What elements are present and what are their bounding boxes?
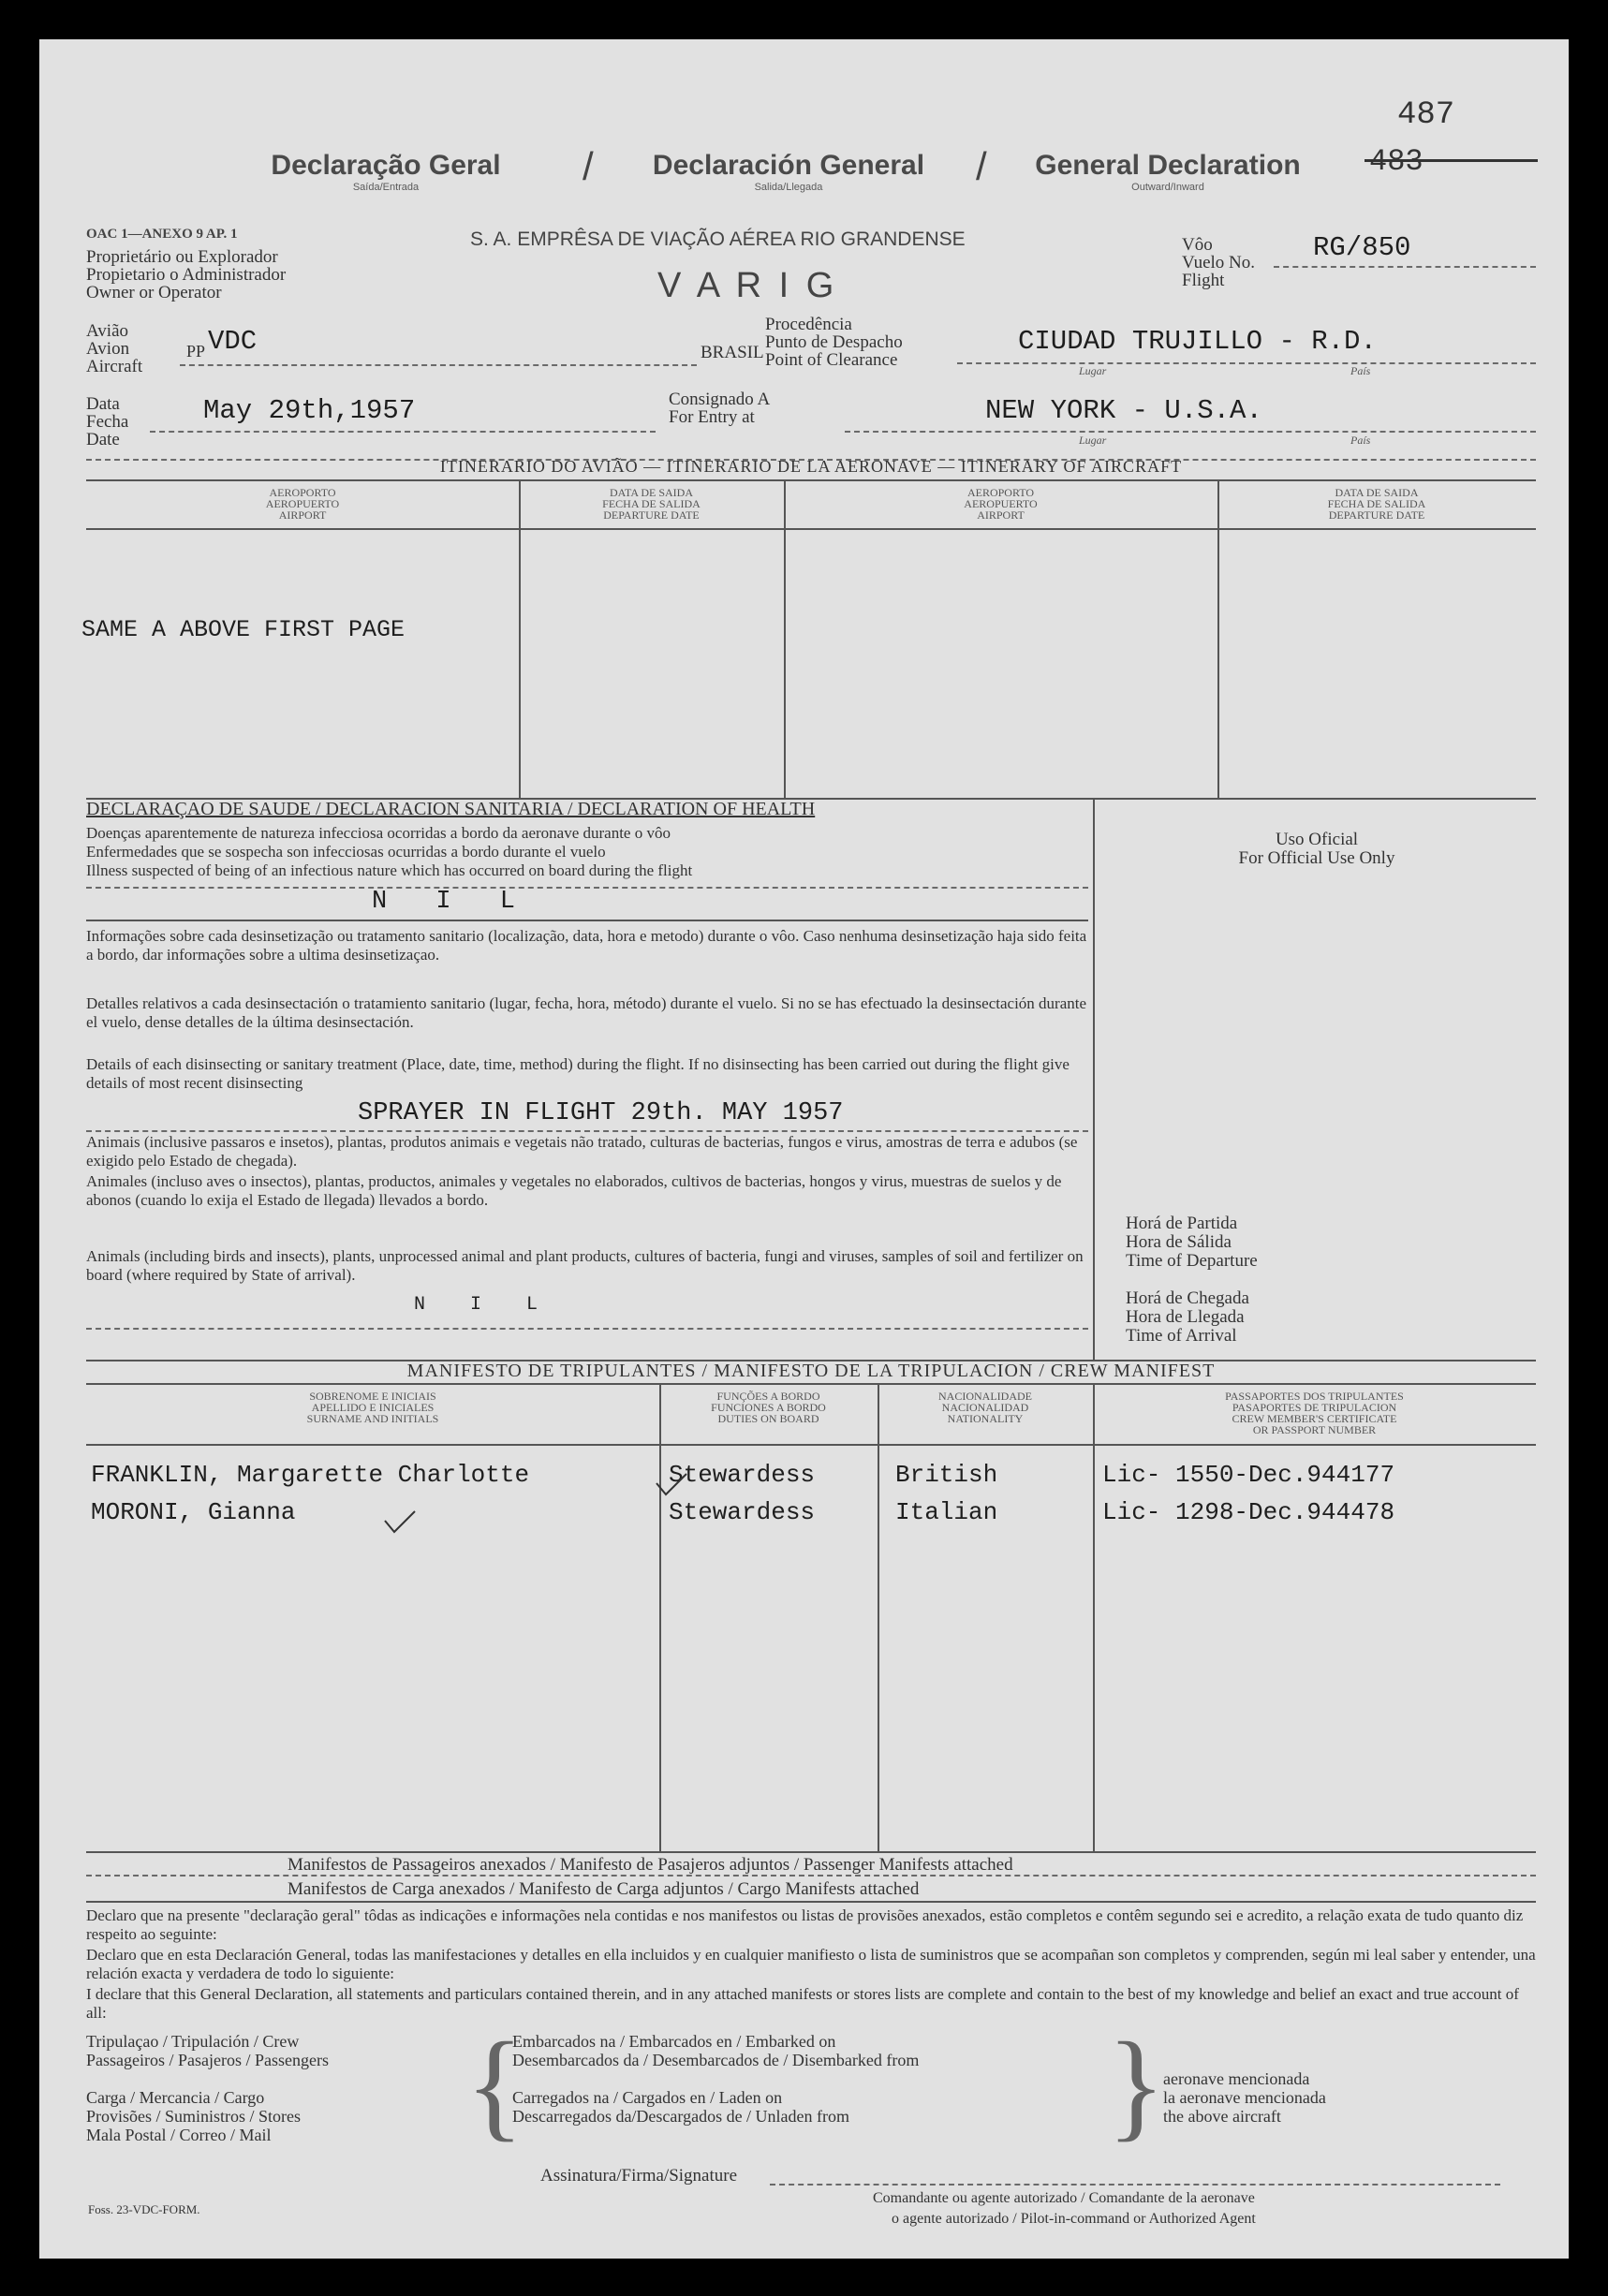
crew-header-line xyxy=(86,1383,1536,1385)
strike-line xyxy=(1365,159,1538,162)
signature-line xyxy=(770,2184,1500,2186)
illness-question: Doenças aparentemente de natureza infecciosa ocorridas a bordo da aeronave durante o vôo Enfermedades que se sospecha son infecciosas ocurridas a bordo durante el vuelo Illness suspected of being of an infectious nature which has occurred on board during the flight xyxy=(86,824,693,879)
itinerary-date-header: DATA DE SAIDA FECHA DE SALIDA DEPARTURE DATE xyxy=(602,486,701,522)
declaration-en: I declare that this General Declaration, all statements and particulars contained therein, and in any attached manifests or stores lists are complete and contain to the best of my knowledge and belief an exact and true account of all: xyxy=(86,1985,1519,2022)
illness-answer: N I L xyxy=(372,888,533,916)
owner-label: Proprietário ou Explorador Propietario o Administrador Owner or Operator xyxy=(86,247,287,302)
date-label: Data Fecha Date xyxy=(86,394,129,449)
itinerary-header-line xyxy=(86,479,1536,481)
form-code: Foss. 23-VDC-FORM. xyxy=(88,2202,200,2216)
disinsect-question-pt: Informações sobre cada desinsetização ou tratamento sanitario (localização, data, hora e metodo) durante o vôo. Caso nenhuma desinsetização haja sido feita a bordo, dar informações sobre a ultima desinsetizaçao. xyxy=(86,927,1087,964)
disinsect-question-en: Details of each disinsecting or sanitary treatment (Place, date, time, method) during the flight. If no disinsecting has been carried out during the flight give details of most recent disinsecting xyxy=(86,1055,1070,1092)
crew-title: MANIFESTO DE TRIPULANTES / MANIFESTO DE LA TRIPULACION / CREW MANIFEST xyxy=(406,1361,1216,1381)
aircraft-prefix: PP xyxy=(186,342,206,361)
crew-nationality: Italian xyxy=(895,1498,998,1526)
manifest-line xyxy=(86,1875,1536,1877)
brand-name: V A R I G xyxy=(657,266,838,305)
itinerary-entry: SAME A ABOVE FIRST PAGE xyxy=(81,616,406,643)
consigned-label: Consignado A For Entry at xyxy=(669,390,771,427)
passenger-manifest-line: Manifestos de Passageiros anexados / Manifesto de Pasajeros adjuntos / Passenger Manifests attached xyxy=(288,1855,1013,1875)
declaration-actions: Embarcados na / Embarcados en / Embarked on Desembarcados da / Desembarcados de / Disembarked from Carregados na / Cargados en / Laden on Descarregados da/Descargados de / Unladen from xyxy=(512,2032,920,2126)
crew-nationality-header: NACIONALIDADE NACIONALIDAD NATIONALITY xyxy=(938,1390,1032,1425)
declaration-aircraft: aeronave mencionada la aeronave mencionada the above aircraft xyxy=(1163,2069,1326,2126)
crew-duty-header: FUNÇÕES A BORDO FUNCIONES A BORDO DUTIES ON BOARD xyxy=(711,1390,826,1425)
crew-col-divider xyxy=(878,1383,879,1851)
disinsect-answer: SPRAYER IN FLIGHT 29th. MAY 1957 xyxy=(358,1099,844,1127)
crew-subheader-line xyxy=(86,1444,1536,1446)
crew-duty: Stewardess xyxy=(669,1498,816,1526)
animals-question-es: Animales (incluso aves o insectos), plantas, productos, animales y vegetales no elaborados, cultivos de bacterias, hongos y virus, muestras de suelos y de abonos (cuando lo exija el Estado de llegada) llevados a bordo. xyxy=(86,1172,1062,1209)
aircraft-label: Avião Avion Aircraft xyxy=(86,321,143,376)
flight-label: Vôo Vuelo No. Flight xyxy=(1182,235,1256,290)
crew-name: MORONI, Gianna xyxy=(91,1498,296,1526)
departure-lugar: Lugar xyxy=(1079,364,1107,377)
itinerary-col-divider xyxy=(784,479,786,798)
departure-time-label: Horá de Partida Hora de Sálida Time of Departure xyxy=(1126,1214,1258,1271)
crew-col-divider xyxy=(659,1383,661,1851)
bracket-left: { xyxy=(465,2018,524,2153)
consigned-lugar: Lugar xyxy=(1079,434,1107,447)
animals-line xyxy=(86,1328,1088,1330)
declaration-pt: Declaro que na presente "declaração geral" tôdas as indicações e informações nela contidas e nos manifestos ou listas de provisões anexados, estão completos e contêm segundo sei e acredito, a relação exata de tudo quanto diz respeito ao seguinte: xyxy=(86,1906,1524,1943)
title-en: General Declaration Outward/Inward xyxy=(1035,150,1301,193)
declaration-top-line xyxy=(86,1901,1536,1903)
animals-answer: N I L xyxy=(414,1294,555,1316)
animals-question-en: Animals (including birds and insects), plants, unprocessed animal and plant products, cultures of bacteria, fungi and viruses, samples of soil and fertilizer on board (where required by State of arrival). xyxy=(86,1247,1084,1284)
aircraft-registration: VDC xyxy=(208,326,258,357)
date-underline xyxy=(150,431,656,433)
crew-bottom-line xyxy=(86,1851,1536,1853)
departure-underline xyxy=(957,362,1536,364)
itinerary-airport-header: AEROPORTO AEROPUERTO AIRPORT xyxy=(265,486,340,522)
departure-point: CIUDAD TRUJILLO - R.D. xyxy=(1018,326,1377,357)
disinsect-question-es: Detalles relativos a cada desinsectación o tratamiento sanitario (lugar, fecha, hora, método) durante el vuelo. Si no se has efectuado la desinsectación durante el vuelo, dense detalles de la última desinsectación. xyxy=(86,994,1087,1031)
departure-pais: País xyxy=(1350,364,1371,377)
declaration-es: Declaro que en esta Declaración General, todas las manifestaciones y detalles en ella incluidos y en cualquier manifiesto o lista de suministros que se acompañan son completos y comprenden, según mi leal saber y entender, una relación exacta y verdadera de todo lo siguiente: xyxy=(86,1946,1536,1982)
signature-caption-1: Comandante ou agente autorizado / Comandante de la aeronave xyxy=(873,2190,1255,2206)
official-use-divider xyxy=(1093,798,1095,1360)
title-pt: Declaração Geral Saída/Entrada xyxy=(271,150,501,193)
consigned-underline xyxy=(845,431,1536,433)
title-separator: / xyxy=(583,144,594,188)
crew-duty: Stewardess xyxy=(669,1461,816,1489)
declaration-items: Tripulaçao / Tripulación / Crew Passageiros / Pasajeros / Passengers Carga / Mercancia / Cargo Provisões / Suministros / Stores Mala Postal / Correo / Mail xyxy=(86,2032,329,2144)
itinerary-subheader-line xyxy=(86,528,1536,530)
date-value: May 29th,1957 xyxy=(203,395,416,426)
flight-number: RG/850 xyxy=(1313,232,1411,263)
title-separator: / xyxy=(976,144,987,188)
checkmark-icon xyxy=(653,1470,690,1498)
crew-passport-header: PASSAPORTES DOS TRIPULANTES PASAPORTES DE TRIPULACION CREW MEMBER'S CERTIFICATE OR PASSPORT NUMBER xyxy=(1225,1390,1404,1436)
official-use-label: Uso Oficial For Official Use Only xyxy=(1238,830,1395,868)
disinsect-line xyxy=(86,1130,1088,1132)
consigned-destination: NEW YORK - U.S.A. xyxy=(985,395,1262,426)
crew-passport: Lic- 1550-Dec.944177 xyxy=(1102,1461,1395,1489)
bracket-right: } xyxy=(1107,2018,1166,2153)
signature-caption-2: o agente autorizado / Pilot-in-command or Authorized Agent xyxy=(892,2211,1256,2227)
title-es: Declaración General Salida/Llegada xyxy=(652,150,925,193)
consigned-pais: País xyxy=(1350,434,1371,447)
cargo-manifest-line: Manifestos de Carga anexados / Manifesto de Carga adjuntos / Cargo Manifests attached xyxy=(288,1879,920,1899)
animals-question-pt: Animais (inclusive passaros e insetos), plantas, produtos animais e vegetais não tratado, culturas de bacterias, fungos e virus, amostras de terra e adubos (se exigido pelo Estado de chegada). xyxy=(86,1133,1078,1170)
flight-underline xyxy=(1274,266,1536,268)
crew-col-divider xyxy=(1093,1383,1095,1851)
oac-reference: OAC 1—ANEXO 9 AP. 1 xyxy=(86,227,238,242)
company-name: S. A. EMPRÊSA DE VIAÇÃO AÉREA RIO GRANDENSE xyxy=(470,228,966,250)
aircraft-underline xyxy=(180,364,697,366)
crew-nationality: British xyxy=(895,1461,998,1489)
itinerary-date-header: DATA DE SAIDA FECHA DE SALIDA DEPARTURE DATE xyxy=(1327,486,1426,522)
crew-name-header: SOBRENOME E INICIAIS APELLIDO E INICIALES SURNAME AND INITIALS xyxy=(306,1390,439,1425)
health-title: DECLARAÇAO DE SAUDE / DECLARACION SANITARIA / DECLARATION OF HEALTH xyxy=(86,799,816,819)
crew-name: FRANKLIN, Margarette Charlotte xyxy=(91,1461,530,1489)
itinerary-col-divider xyxy=(519,479,521,798)
itinerary-col-divider xyxy=(1217,479,1219,798)
itinerary-title: ITINERARIO DO AVIÃO — ITINERARIO DE LA AERONAVE — ITINERARY OF AIRCRAFT xyxy=(439,457,1183,476)
itinerary-airport-header: AEROPORTO AEROPUERTO AIRPORT xyxy=(964,486,1038,522)
departure-label: Procedência Punto de Despacho Point of Clearance xyxy=(765,315,903,370)
illness-line xyxy=(86,887,1088,889)
page-number: 487 xyxy=(1397,97,1455,133)
document-page xyxy=(39,39,1569,2259)
illness-answer-line xyxy=(86,920,1088,921)
aircraft-country: BRASIL xyxy=(701,343,764,362)
arrival-time-label: Horá de Chegada Hora de Llegada Time of Arrival xyxy=(1126,1288,1249,1346)
signature-label: Assinatura/Firma/Signature xyxy=(540,2166,738,2186)
page-number-old: 483 xyxy=(1369,144,1424,179)
crew-passport: Lic- 1298-Dec.944478 xyxy=(1102,1498,1395,1526)
checkmark-icon xyxy=(381,1508,419,1536)
